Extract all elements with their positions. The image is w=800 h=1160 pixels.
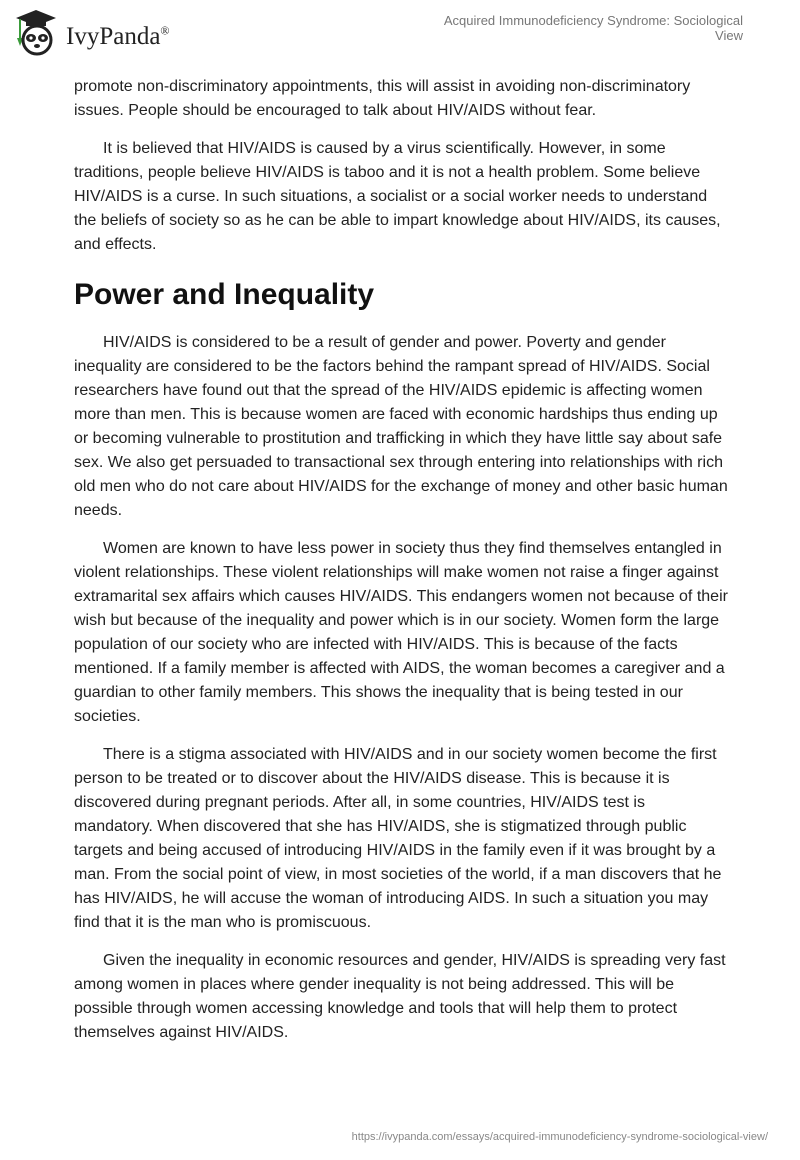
ivypanda-logo[interactable] [12,8,170,56]
registered-mark: ® [160,23,170,38]
page-header [0,0,800,60]
article-body [74,75,728,1059]
paragraph: promote non-discriminatory appointments, this will assist in avoiding non-discriminatory issues. People should be encouraged to talk about HIV/AIDS without fear. [74,78,691,119]
paragraph: Women are known to have less power in society thus they find themselves entangled in violent relationships. These violent relationships will make women not raise a finger against extramarital sex affairs which causes HIV/AIDS. This endangers women not because of their wish but because of the inequality and power which is in our society. Women form the large population of our society who are infected with HIV/AIDS. This is because of the facts mentioned. If a family member is affected with AIDS, the woman becomes a caregiver and a guardian to other family members. This shows the inequality that is being tested in our societies. [74,540,728,725]
source-url[interactable]: https://ivypanda.com/essays/acquired-immunodeficiency-syndrome-sociological-view/ [351,1131,768,1143]
document-title: Acquired Immunodeficiency Syndrome: Sociological View [443,13,743,43]
paragraph: It is believed that HIV/AIDS is caused by a virus scientifically. However, in some traditions, people believe HIV/AIDS is taboo and it is not a health problem. Some believe HIV/AIDS is a curse. In such situations, a socialist or a social worker needs to understand the beliefs of society so as he can be able to impart knowledge about HIV/AIDS, its causes, and effects. [74,140,721,253]
paragraph: HIV/AIDS is considered to be a result of gender and power. Poverty and gender inequality are considered to be the factors behind the rampant spread of HIV/AIDS. Social researchers have found out that the spread of the HIV/AIDS epidemic is affecting women more than men. This is because women are faced with economic hardships thus ending up or becoming vulnerable to prostitution and trafficking in which they have little say about safe sex. We also get persuaded to transactional sex through entering into relationships with rich old men who do not care about HIV/AIDS for the exchange of money and other basic human needs. [74,334,728,519]
logo-text: IvyPanda [66,23,161,50]
panda-graduate-icon [12,8,60,56]
paragraph: There is a stigma associated with HIV/AIDS and in our society women become the first person to be treated or to discover about the HIV/AIDS disease. This is because it is discovered during pregnant periods. After all, in some countries, HIV/AIDS test is mandatory. When discovered that she has HIV/AIDS, she is stigmatized through public targets and being accused of introducing HIV/AIDS in the family even if it was brought by a man. From the social point of view, in most societies of the world, if a man discovers that he has HIV/AIDS, he will accuse the woman of introducing AIDS. In such a situation you may find that it is the man who is promiscuous. [74,746,722,931]
paragraph: Given the inequality in economic resources and gender, HIV/AIDS is spreading very fast among women in places where gender inequality is not being addressed. This will be possible through women accessing knowledge and tools that will help them to protect themselves against HIV/AIDS. [74,952,726,1041]
section-heading: Power and Inequality [74,278,375,311]
